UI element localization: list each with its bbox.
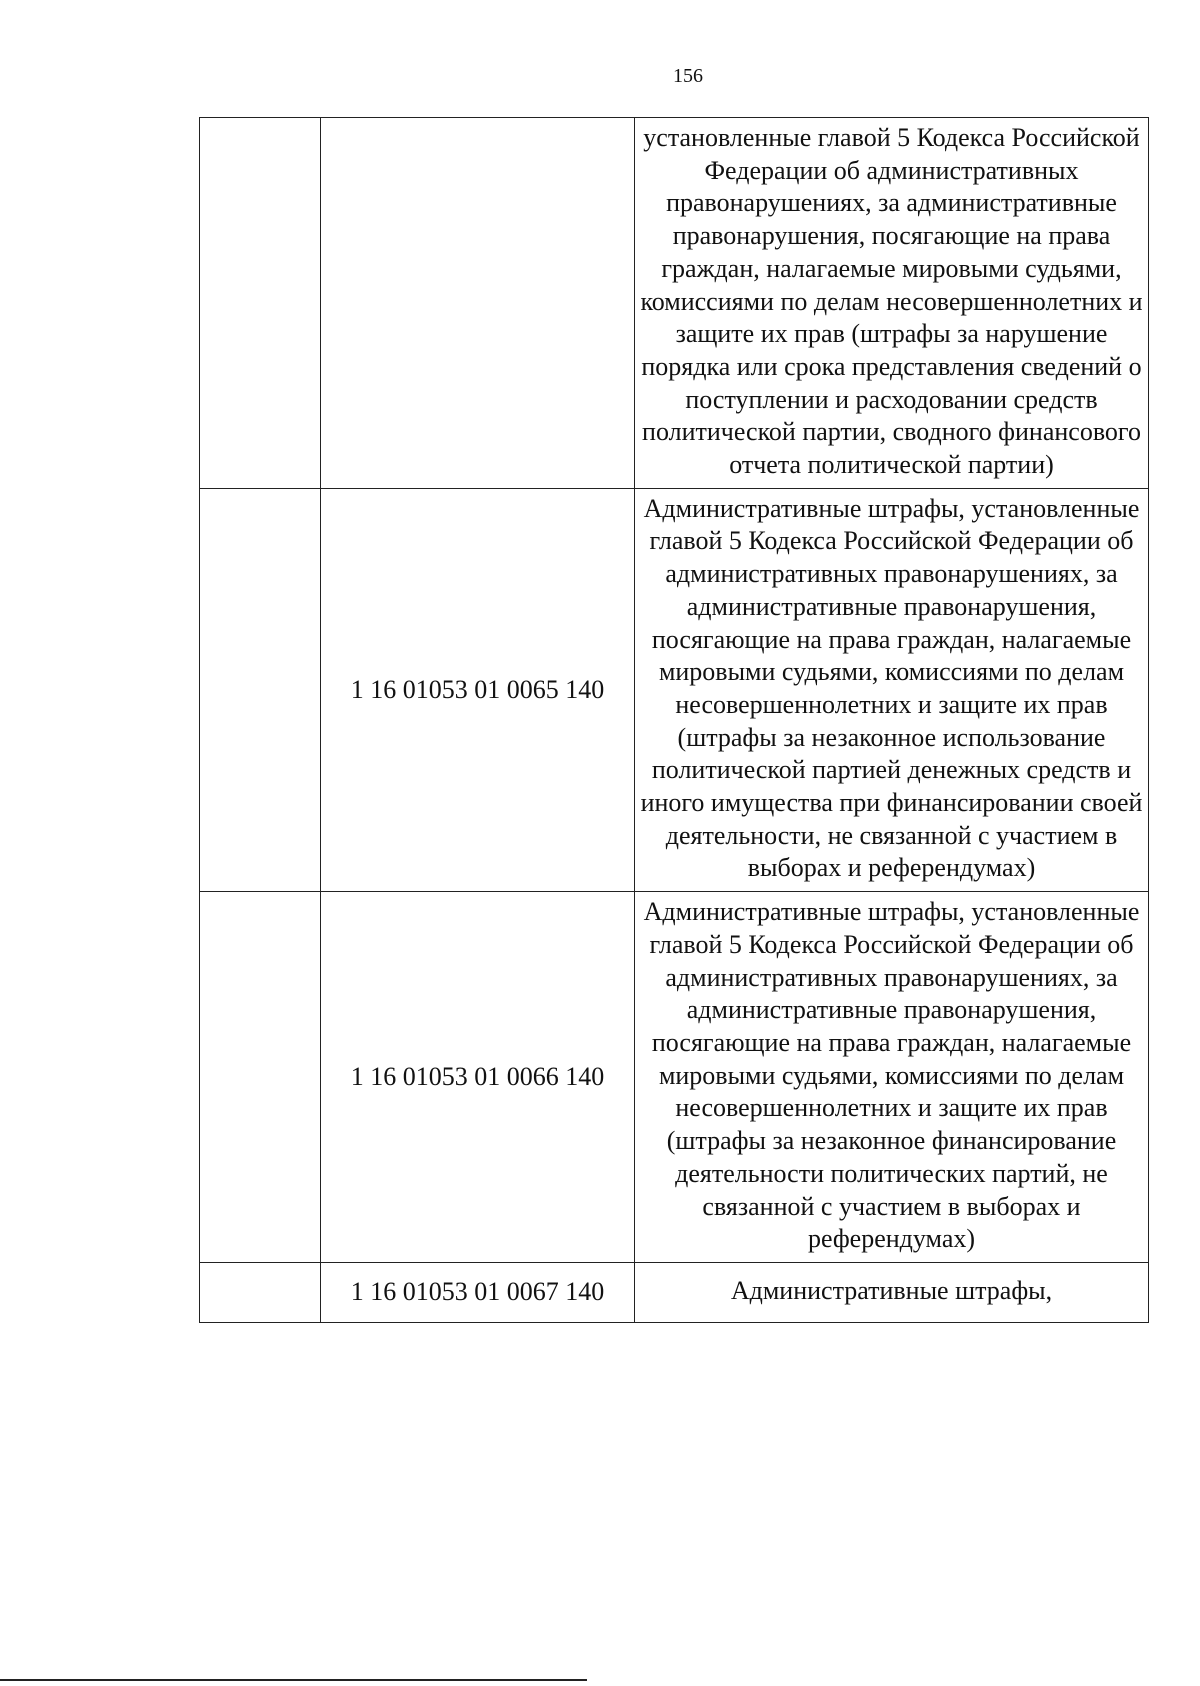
- table-row: [200, 488, 1149, 891]
- row-number-cell: [200, 118, 321, 489]
- table-row: [200, 118, 1149, 489]
- code-cell: [321, 118, 635, 489]
- footnote-rule: [0, 1679, 587, 1681]
- row-number-cell: [200, 488, 321, 891]
- description-cell: Административные штрафы, установленные главой 5 Кодекса Российской Федерации об административных правонарушениях, за административные правонарушения, посягающие на права граждан, налагаемые мировыми судьями, комиссиями по делам несовершеннолетних и защите их прав (штрафы за незаконное использование политической партией денежных средств и иного имущества при финансировании своей деятельности, не связанной с участием в выборах и референдумах): [635, 488, 1149, 891]
- code-cell: 1 16 01053 01 0067 140: [321, 1262, 635, 1322]
- table-row: [200, 892, 1149, 1263]
- code-cell: 1 16 01053 01 0066 140: [321, 892, 635, 1263]
- row-number-cell: [200, 1262, 321, 1322]
- code-cell: 1 16 01053 01 0065 140: [321, 488, 635, 891]
- page-number: 156: [673, 65, 703, 87]
- description-cell: Административные штрафы,: [635, 1262, 1149, 1322]
- budget-classification-table: [199, 117, 1149, 1323]
- description-cell: Административные штрафы, установленные главой 5 Кодекса Российской Федерации об административных правонарушениях, за административные правонарушения, посягающие на права граждан, налагаемые мировыми судьями, комиссиями по делам несовершеннолетних и защите их прав (штрафы за незаконное финансирование деятельности политических партий, не связанной с участием в выборах и референдумах): [635, 892, 1149, 1263]
- row-number-cell: [200, 892, 321, 1263]
- table-row: [200, 1262, 1149, 1322]
- description-cell: установленные главой 5 Кодекса Российской Федерации об административных правонарушениях, за административные правонарушения, посягающие на права граждан, налагаемые мировыми судьями, комиссиями по делам несовершеннолетних и защите их прав (штрафы за нарушение порядка или срока представления сведений о поступлении и расходовании средств политической партии, сводного финансового отчета политической партии): [635, 118, 1149, 489]
